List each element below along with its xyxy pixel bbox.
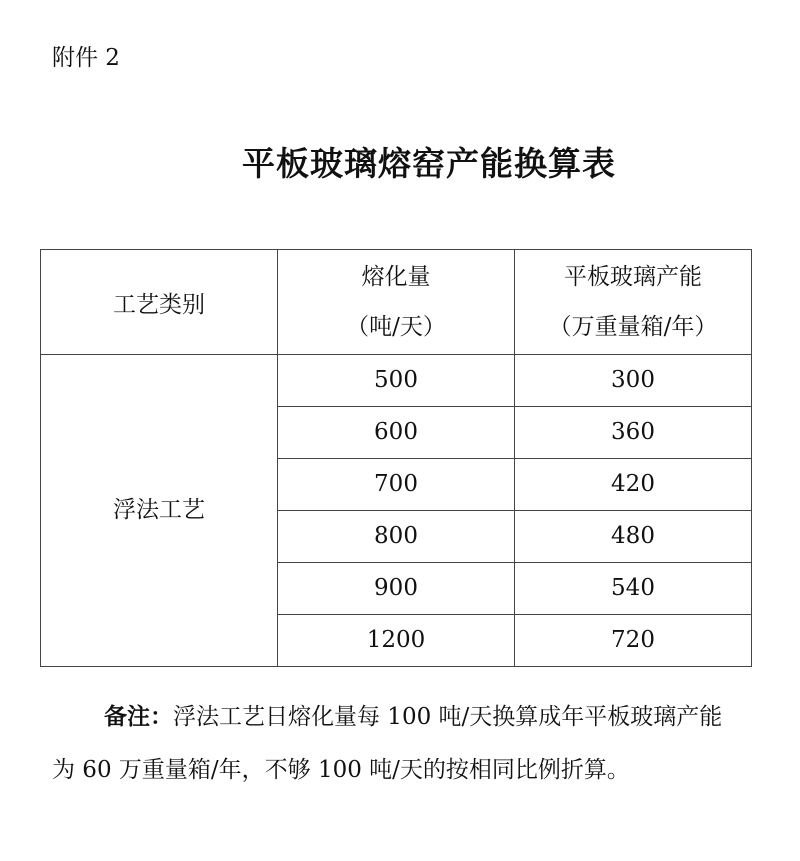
melt-cell: 800 [278,511,515,563]
capacity-cell: 420 [515,459,752,511]
capacity-conversion-table [40,249,752,667]
remark-line-2: 为 60 万重量箱/年，不够 100 吨/天的按相同比例折算。 [52,757,630,783]
melt-cell: 700 [278,459,515,511]
capacity-cell: 720 [515,615,752,667]
remark-note [52,690,800,797]
capacity-cell: 300 [515,355,752,407]
header-process-type: 工艺类别 [41,250,278,355]
attachment-label: 附件 2 [52,45,120,71]
melt-cell: 500 [278,355,515,407]
remark-text-1: 浮法工艺日熔化量每 100 吨/天换算成年平板玻璃产能 [173,704,723,730]
header-melt-amount [278,250,515,355]
remark-line-1 [52,690,800,744]
melt-cell: 1200 [278,615,515,667]
document-title: 平板玻璃熔窑产能换算表 [242,144,616,183]
header-capacity-label: 平板玻璃产能 [564,264,702,290]
header-melt-label: 熔化量 [361,264,431,290]
remark-label: 备注： [104,703,173,730]
header-capacity-unit: （万重量箱/年） [548,314,718,340]
melt-cell: 600 [278,407,515,459]
melt-cell: 900 [278,563,515,615]
process-name-cell: 浮法工艺 [41,355,278,667]
header-melt-unit: （吨/天） [346,314,446,340]
header-glass-capacity [515,250,752,355]
table-row [41,355,752,407]
capacity-cell: 480 [515,511,752,563]
capacity-cell: 360 [515,407,752,459]
table-header-row [41,250,752,355]
capacity-cell: 540 [515,563,752,615]
